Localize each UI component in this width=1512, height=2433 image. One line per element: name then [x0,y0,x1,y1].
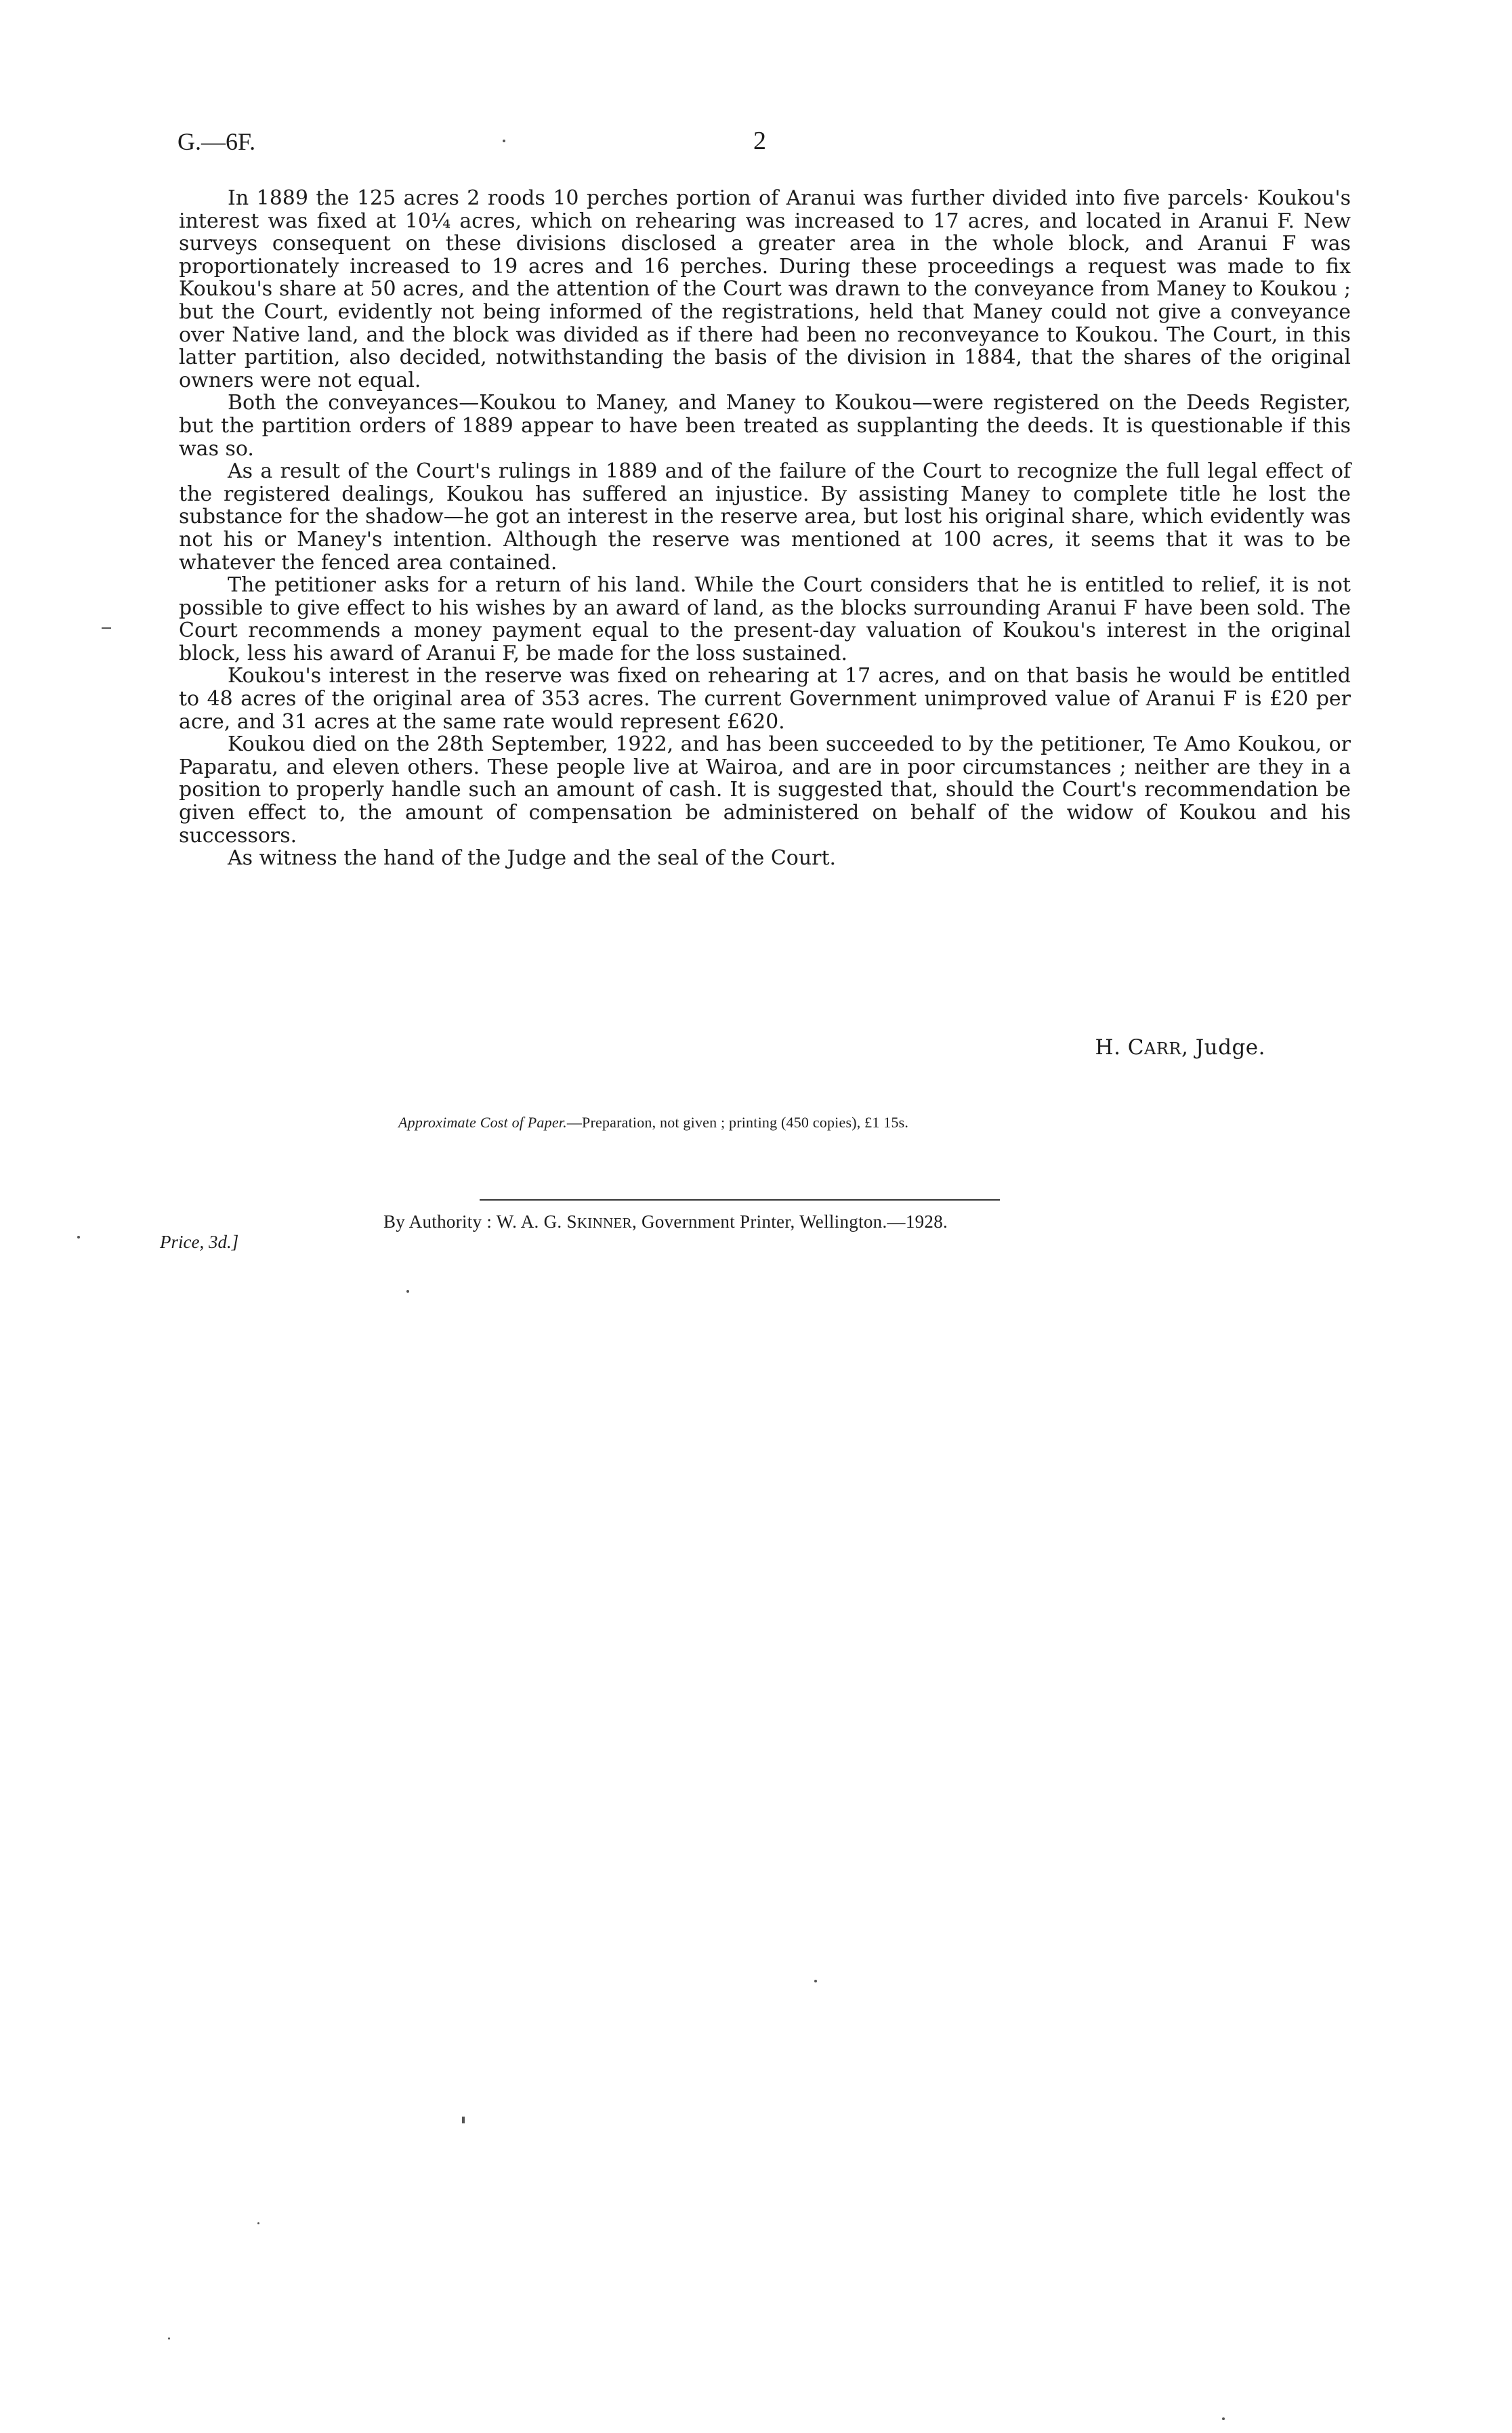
page-number: 2 [753,127,766,155]
authority-lead: By Authority : W. A. G. S [383,1211,577,1232]
printer-authority-line [383,1211,948,1232]
authority-tail: , Government Printer, Wellington.—1928. [631,1211,948,1232]
signature-suffix: , Judge. [1181,1035,1265,1060]
authority-smallcaps: KINNER [576,1215,632,1231]
paragraph: Koukou's interest in the reserve was fixed on rehearing at 17 acres, and on that basis he would be entitled to 48 acres of the original area of 353 acres. The current Government unimproved value of Aranui F is £20 per acre, and 31 acres at the same rate would represent £620. [179,664,1351,734]
scan-speck [1222,2417,1225,2420]
cost-label: Approximate Cost of Paper. [398,1114,567,1131]
cost-of-paper-line [398,1114,908,1131]
paragraph: As a result of the Court's rulings in 1889 and of the failure of the Court to recognize the full legal effect of the registered dealings, Koukou has suffered an injustice. By assisting Maney to complete title he lost the substance for the shadow—he got an interest in the reserve area, but lost his original share, which evidently was not his or Maney's intention. Although the reserve was mentioned at 100 acres, it seems that it was to be whatever the fenced area contained. [179,459,1351,575]
body-text [179,187,1351,870]
cost-text: —Preparation, not given ; printing (450 copies), £1 15s. [566,1114,909,1131]
scan-speck [168,2337,170,2340]
price-label: Price, 3d.] [160,1232,239,1252]
signature-surname-smallcaps: ARR [1144,1039,1181,1058]
scan-speck [406,1290,409,1293]
judge-signature [1095,1035,1265,1060]
paragraph: The petitioner asks for a return of his land. While the Court considers that he is entitled to relief, it is not possible to give effect to his wishes by an award of land, as the blocks surrounding Aranui F have been sold. The Court recommends a money payment equal to the present-day valuation of Koukou's interest in the original block, less his award of Aranui F, be made for the loss sustained. [179,573,1351,665]
paragraph: As witness the hand of the Judge and the seal of the Court. [228,846,837,871]
scan-speck [503,140,505,142]
running-head: G.—6F. [177,128,256,155]
scan-speck [102,627,111,629]
scan-speck [257,2222,259,2224]
scan-speck [814,1980,817,1982]
paragraph: In 1889 the 125 acres 2 roods 10 perches portion of Aranui was further divided into five parcels· Koukou's interest was fixed at 10¼ acres, which on rehearing was increased to 17 acres, and located in Aranui F. New surveys consequent on these divisions disclosed a greater area in the whole block, and Aranui F was proportionately increased to 19 acres and 16 perches. During these proceedings a request was made to fix Koukou's share at 50 acres, and the attention of the Court was drawn to the conveyance from Maney to Koukou ; but the Court, evidently not being informed of the registrations, held that Maney could not give a conveyance over Native land, and the block was divided as if there had been no reconveyance to Koukou. The Court, in this latter partition, also decided, notwithstanding the basis of the division in 1884, that the shares of the original owners were not equal. [179,186,1351,392]
scan-speck [462,2117,465,2123]
paragraph: Koukou died on the 28th September, 1922, and has been succeeded to by the petitioner, Te Amo Koukou, or Paparatu, and eleven others. These people live at Wairoa, and are in poor circumstances ; neither are they in a position to properly handle such an amount of cash. It is suggested that, should the Court's recommendation be given effect to, the amount of compensation be administered on behalf of the widow of Koukou and his successors. [179,732,1351,848]
scan-speck [77,1236,80,1239]
paragraph: Both the conveyances—Koukou to Maney, and Maney to Koukou—were registered on the Deeds Register, but the partition orders of 1889 appear to have been treated as supplanting the deeds. It is questionable if this was so. [179,391,1351,461]
footer-rule [480,1199,1000,1201]
signature-initial: H. C [1095,1035,1145,1060]
